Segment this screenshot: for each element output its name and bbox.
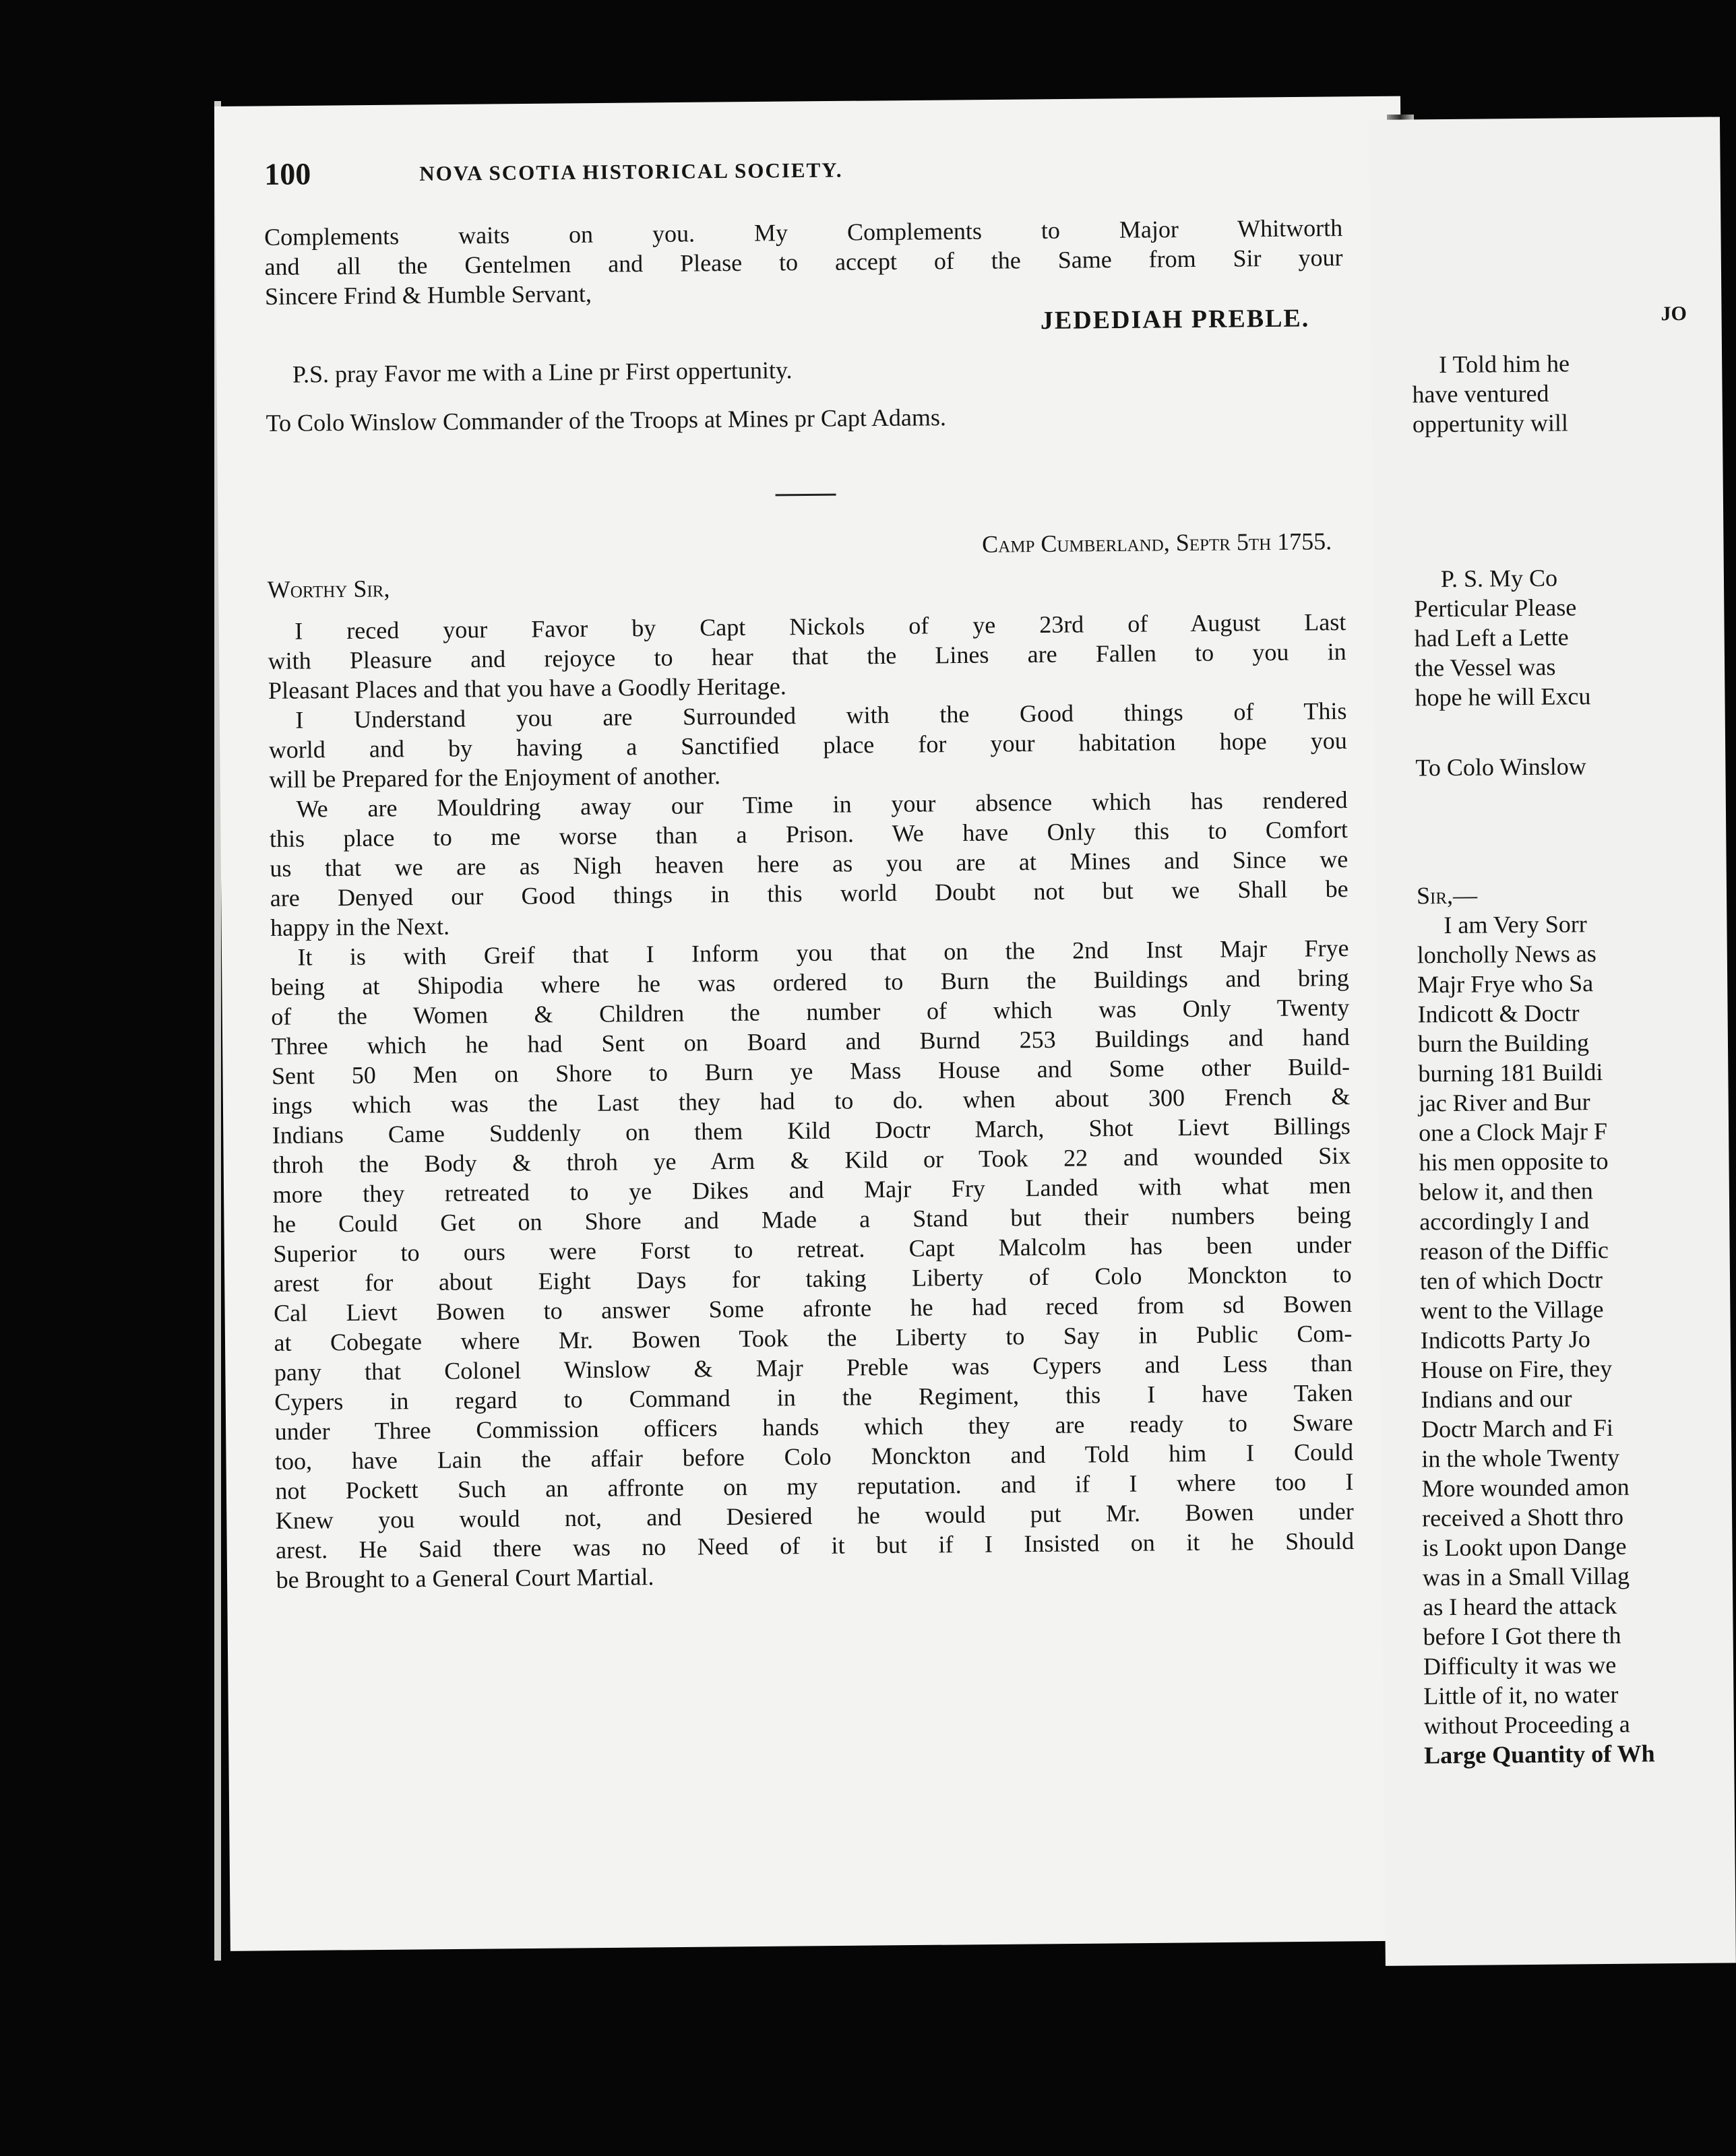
- text-line: Indians Came Suddenly on them Kild Doctr March, Shot Lievt Billings: [272, 1112, 1351, 1149]
- text-line: pany that Colonel Winslow & Majr Preble was Cypers and Less than: [274, 1349, 1353, 1386]
- right-text-fragment: is Lookt upon Dange: [1422, 1532, 1627, 1562]
- right-text-fragment: in the whole Twenty: [1421, 1443, 1620, 1473]
- paragraph: [268, 696, 1347, 794]
- paragraph: [270, 933, 1354, 1595]
- text-line: be Brought to a General Court Martial.: [276, 1563, 654, 1593]
- right-text-fragment: Sir,—: [1416, 881, 1478, 910]
- right-text-fragment: have ventured: [1412, 379, 1549, 408]
- page-header: [264, 147, 1343, 203]
- text-line: ings which was the Last they had to do. when about 300 French &: [272, 1082, 1351, 1119]
- right-text-fragment: To Colo Winslow: [1415, 753, 1586, 782]
- text-line: arest for about Eight Days for taking Liberty of Colo Monckton to: [273, 1260, 1352, 1297]
- right-text-fragment: Large Quantity of Wh: [1424, 1740, 1655, 1769]
- text-line: Sent 50 Men on Shore to Burn ye Mass House and Some other Build-: [271, 1052, 1351, 1089]
- signature: JEDEDIAH PREBLE.: [1040, 304, 1310, 335]
- text-line: with Pleasure and rejoyce to hear that the Lines are Fallen to you in: [268, 638, 1346, 674]
- right-text-fragment: burn the Building: [1417, 1029, 1590, 1058]
- right-text-fragment: without Proceeding a: [1423, 1710, 1630, 1740]
- text-line: Complements waits on you. My Complements to Major Whitworth: [264, 214, 1343, 251]
- right-text-fragment: Indicott & Doctr: [1417, 999, 1580, 1028]
- right-text-fragment: ten of which Doctr: [1419, 1266, 1603, 1295]
- text-line: It is with Greif that I Inform you that on the 2nd Inst Majr Frye: [297, 934, 1349, 971]
- right-text-fragment: jac River and Bur: [1418, 1088, 1590, 1117]
- right-text-fragment: Doctr March and Fi: [1421, 1414, 1614, 1443]
- postscript: P.S. pray Favor me with a Line pr First oppertunity.: [292, 356, 793, 388]
- text-line: I reced your Favor by Capt Nickols of ye 23rd of August Last: [294, 608, 1346, 645]
- right-text-fragment: before I Got there th: [1423, 1621, 1621, 1651]
- text-line: world and by having a Sanctified place for your habitation hope you: [268, 727, 1347, 763]
- text-line: at Cobegate where Mr. Bowen Took the Liberty to Say in Public Com-: [274, 1319, 1353, 1356]
- right-text-fragment: Majr Frye who Sa: [1417, 970, 1594, 998]
- text-line: We are Mouldring away our Time in your absence which has rendered: [296, 786, 1348, 823]
- right-text-fragment: as I heard the attack: [1423, 1591, 1617, 1621]
- right-text-fragment: Little of it, no water: [1423, 1680, 1619, 1710]
- text-line: under Three Commission officers hands which they are ready to Sware: [274, 1408, 1353, 1445]
- letter-text: [264, 213, 1355, 1595]
- right-text-fragment: More wounded amon: [1421, 1473, 1630, 1502]
- page-number: 100: [264, 156, 311, 191]
- dateline: Camp Cumberland, Septr 5th 1755.: [982, 528, 1332, 558]
- right-text-fragment: loncholly News as: [1417, 940, 1596, 969]
- right-text-fragment: P. S. My Co: [1440, 564, 1558, 593]
- text-line: and all the Gentelmen and Please to accept of the Same from Sir your: [264, 244, 1343, 280]
- right-text-fragment: Indians and our: [1421, 1385, 1572, 1414]
- text-line: Sincere Frind & Humble Servant,: [264, 280, 592, 310]
- right-page: [1369, 117, 1736, 1965]
- right-text-fragment: one a Clock Majr F: [1418, 1117, 1608, 1147]
- right-text-fragment: Difficulty it was we: [1423, 1651, 1617, 1680]
- right-text-fragment: received a Shott thro: [1421, 1502, 1624, 1532]
- right-text-fragment: I Told him he: [1438, 350, 1570, 379]
- right-text-fragment: accordingly I and: [1419, 1207, 1590, 1236]
- text-line: of the Women & Children the number of which was Only Twenty: [271, 993, 1350, 1030]
- text-line: he Could Get on Shore and Made a Stand but their numbers being: [272, 1201, 1352, 1238]
- text-line: I Understand you are Surrounded with the Good things of This: [295, 697, 1347, 734]
- right-text-fragment: his men opposite to: [1419, 1147, 1609, 1176]
- right-text-fragment: hope he will Excu: [1415, 683, 1591, 711]
- text-line: not Pockett Such an affronte on my reputation. and if I where too I: [275, 1467, 1354, 1504]
- right-text-fragment: oppertunity will: [1412, 409, 1569, 438]
- right-text-fragment: was in a Small Villag: [1422, 1562, 1630, 1591]
- text-line: this place to me worse than a Prison. We have Only this to Comfort: [269, 816, 1348, 852]
- running-head: NOVA SCOTIA HISTORICAL SOCIETY.: [419, 158, 843, 185]
- section-divider: [776, 494, 836, 497]
- salutation: Worthy Sir,: [267, 575, 390, 603]
- text-line: will be Prepared for the Enjoyment of another.: [269, 762, 721, 793]
- text-line: throh the Body & throh ye Arm & Kild or Took 22 and wounded Six: [272, 1141, 1351, 1178]
- address-line: To Colo Winslow Commander of the Troops at Mines pr Capt Adams.: [266, 404, 947, 437]
- text-line: are Denyed our Good things in this world Doubt not but we Shall be: [270, 875, 1348, 912]
- right-text-fragment: the Vessel was: [1414, 653, 1556, 682]
- right-text-fragment: I am Very Sorr: [1444, 910, 1587, 939]
- right-text-fragment: below it, and then: [1419, 1177, 1594, 1206]
- right-text-fragment: House on Fire, they: [1421, 1354, 1613, 1384]
- right-running-head: JO: [1661, 302, 1687, 325]
- right-text-fragment: had Left a Lette: [1414, 623, 1569, 652]
- right-text-fragment: Indicotts Party Jo: [1420, 1325, 1590, 1354]
- text-line: too, have Lain the affair before Colo Monckton and Told him I Could: [274, 1438, 1354, 1475]
- right-text-fragment: burning 181 Buildi: [1418, 1058, 1603, 1087]
- letter-body: [268, 607, 1355, 1595]
- right-text-fragment: went to the Village: [1420, 1296, 1604, 1325]
- text-line: Superior to ours were Forst to retreat. Capt Malcolm has been under: [273, 1230, 1352, 1267]
- paragraph: [268, 607, 1346, 705]
- text-line: Cal Lievt Bowen to answer Some afronte he had reced from sd Bowen: [273, 1290, 1353, 1327]
- text-line: Cypers in regard to Command in the Regiment, this I have Taken: [274, 1378, 1353, 1416]
- text-line: Three which he had Sent on Board and Burnd 253 Buildings and hand: [271, 1023, 1350, 1060]
- text-line: more they retreated to ye Dikes and Majr Fry Landed with what men: [272, 1171, 1351, 1208]
- text-line: Knew you would not, and Desiered he would put Mr. Bowen under: [275, 1497, 1354, 1534]
- text-line: being at Shipodia where he was ordered to Burn the Buildings and bring: [270, 963, 1350, 1001]
- right-text-fragment: Perticular Please: [1414, 594, 1577, 623]
- text-line: happy in the Next.: [270, 912, 450, 941]
- text-line: arest. He Said there was no Need of it but if I Insisted on it he Should: [276, 1527, 1355, 1564]
- text-line: us that we are as Nigh heaven here as you are at Mines and Since we: [270, 846, 1348, 882]
- text-line: Pleasant Places and that you have a Goodly Heritage.: [268, 672, 786, 704]
- paragraph: [269, 785, 1348, 943]
- right-text-fragment: reason of the Diffic: [1419, 1236, 1609, 1265]
